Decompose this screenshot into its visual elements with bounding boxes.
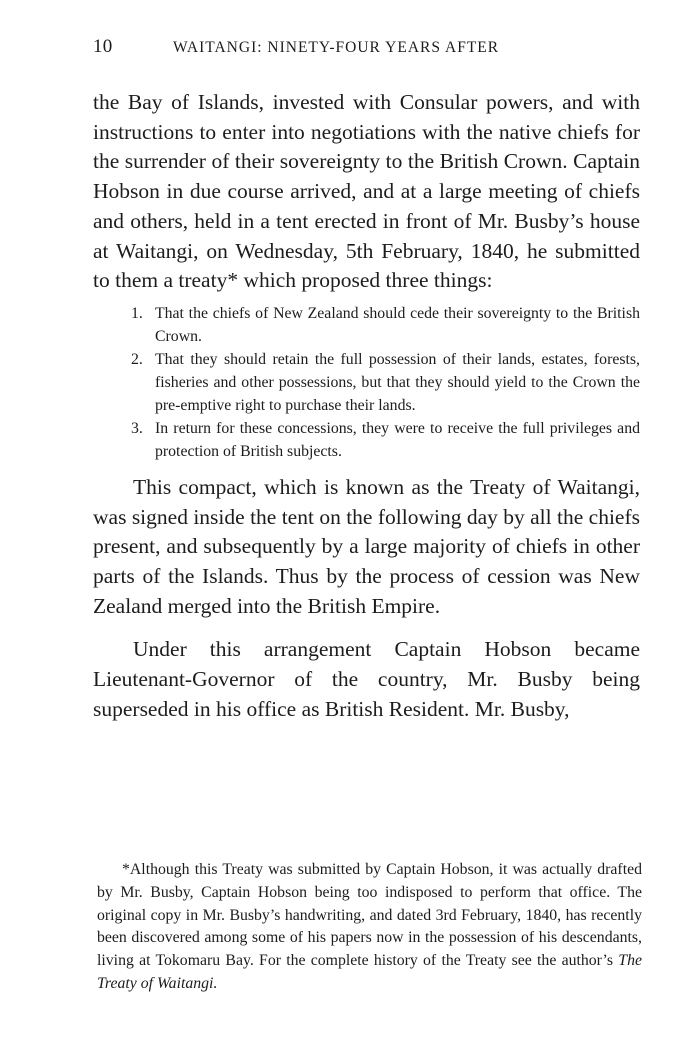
paragraph-1: the Bay of Islands, invested with Consular powers, and with instructions to enter into negotiations with the native chiefs for the surrender of their sovereignty to the British Crown. Captain Hobson in due course arrived, and at a large meeting of chiefs and others, held in a tent erected in front of Mr. Busby’s house at Waitangi, on Wednesday, 5th February, 1840, he submitted to them a treaty* which proposed three things:	[93, 90, 640, 293]
list-item-text: That they should retain the full possession of their lands, estates, forests, fisheries and other possessions, but that they should yield to the Crown the pre-emptive right to purchase their lands.	[155, 350, 640, 414]
running-title: WAITANGI: NINETY-FOUR YEARS AFTER	[173, 39, 500, 56]
treaty-terms-list	[93, 302, 640, 463]
running-head	[93, 36, 640, 64]
list-item-number: 3.	[131, 419, 143, 437]
page	[93, 36, 640, 725]
footnote-paragraph	[97, 859, 642, 996]
paragraph-3: Under this arrangement Captain Hobson became Lieutenant-Governor of the country, Mr. Busby being superseded in his office as British Resident. Mr. Busby,	[93, 637, 640, 721]
list-item	[93, 348, 640, 417]
list-item-number: 2.	[131, 350, 143, 368]
list-item-text: That the chiefs of New Zealand should cede their sovereignty to the British Crown.	[155, 304, 640, 345]
paragraph-2: This compact, which is known as the Treaty of Waitangi, was signed inside the tent on the following day by all the chiefs present, and subsequently by a large majority of chiefs in other parts of the Islands. Thus by the process of cession was New Zealand merged into the British Empire.	[93, 474, 640, 618]
list-item-number: 1.	[131, 304, 143, 322]
page-number: 10	[93, 36, 113, 57]
list-item	[93, 302, 640, 348]
list-item	[93, 417, 640, 463]
body-text	[93, 88, 640, 725]
footnote	[97, 859, 642, 996]
footnote-book-title: The Treaty of Waitangi.	[97, 952, 642, 992]
footnote-text: *Although this Treaty was submitted by Captain Hobson, it was actually drafted by Mr. Busby, Captain Hobson being too indisposed to perform that office. The original copy in Mr. Busby’s handwriting, and dated 3rd February, 1840, has recently been discovered among some of his papers now in the possession of his descendants, living at Tokomaru Bay. For the complete history of the Treaty see the author’s	[97, 861, 642, 970]
list-item-text: In return for these concessions, they were to receive the full privileges and protection of British subjects.	[155, 419, 640, 460]
